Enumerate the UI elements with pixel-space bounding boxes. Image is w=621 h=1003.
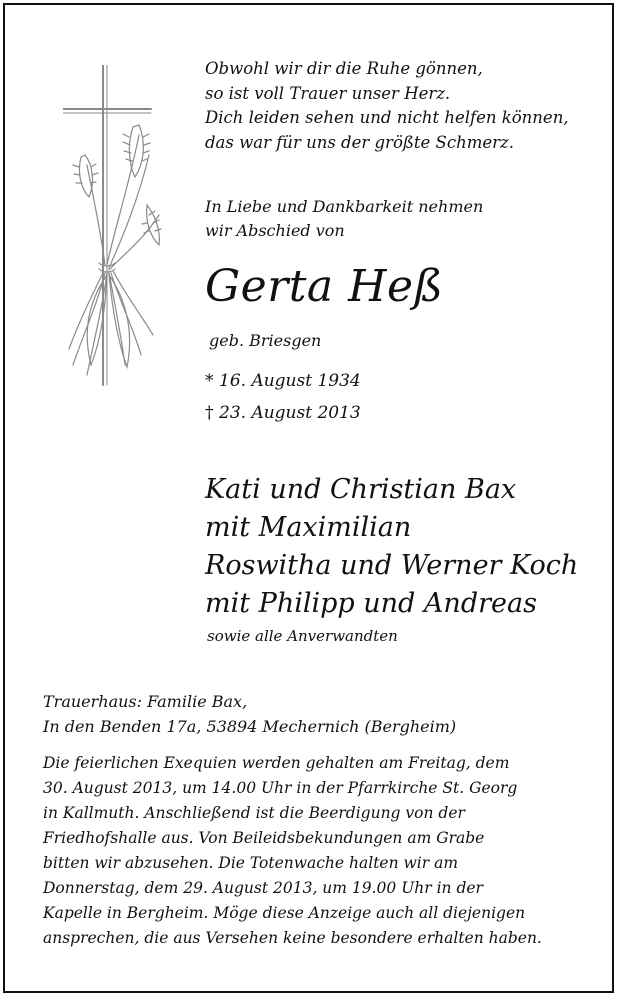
family-line: Roswitha und Werner Koch xyxy=(205,550,579,581)
poem-line: Dich leiden sehen und nicht helfen können, xyxy=(205,108,569,127)
relatives-note: sowie alle Anverwandten xyxy=(207,627,398,645)
farewell-intro xyxy=(205,195,483,243)
family-line: Kati und Christian Bax xyxy=(205,474,517,505)
deceased-name: Gerta Heß xyxy=(205,261,444,312)
address-line: Trauerhaus: Familie Bax, xyxy=(43,692,248,711)
poem-line: so ist voll Trauer unser Herz. xyxy=(205,83,451,103)
poem-line: Obwohl wir dir die Ruhe gönnen, xyxy=(205,59,483,78)
cross-with-wheat-icon xyxy=(63,65,163,395)
birth-date-row xyxy=(205,365,361,397)
birth-name: geb. Briesgen xyxy=(209,331,322,350)
death-cross-icon: † xyxy=(205,403,214,423)
intro-line: In Liebe und Dankbarkeit nehmen xyxy=(205,197,484,216)
notice-line: Friedhofshalle aus. Von Beileidsbekundungen am Grabe xyxy=(43,829,485,847)
family-line: mit Maximilian xyxy=(205,512,412,543)
birth-star-icon: * xyxy=(205,371,214,391)
notice-line: 30. August 2013, um 14.00 Uhr in der Pfarrkirche St. Georg xyxy=(43,779,518,797)
notice-line: Kapelle in Bergheim. Möge diese Anzeige auch all diejenigen xyxy=(43,904,526,922)
notice-line: in Kallmuth. Anschließend ist die Beerdigung von der xyxy=(43,804,465,822)
birth-date: 16. August 1934 xyxy=(219,371,361,391)
intro-line: wir Abschied von xyxy=(205,221,345,240)
death-date-row xyxy=(205,397,361,429)
mourning-house-address xyxy=(43,689,456,739)
mourning-family xyxy=(205,471,578,623)
poem xyxy=(205,57,569,155)
notice-line: Donnerstag, dem 29. August 2013, um 19.00 Uhr in der xyxy=(43,879,483,897)
address-line: In den Benden 17a, 53894 Mechernich (Bergheim) xyxy=(43,717,457,736)
notice-line: Die feierlichen Exequien werden gehalten am Freitag, dem xyxy=(43,754,510,772)
family-line: mit Philipp und Andreas xyxy=(205,588,537,619)
life-dates xyxy=(205,365,361,429)
notice-line: ansprechen, die aus Versehen keine besondere erhalten haben. xyxy=(43,929,542,947)
poem-line: das war für uns der größte Schmerz. xyxy=(205,132,514,152)
death-date: 23. August 2013 xyxy=(219,403,361,423)
obituary-notice xyxy=(3,3,614,993)
funeral-notice xyxy=(43,751,542,951)
notice-line: bitten wir abzusehen. Die Totenwache halten wir am xyxy=(43,854,459,872)
